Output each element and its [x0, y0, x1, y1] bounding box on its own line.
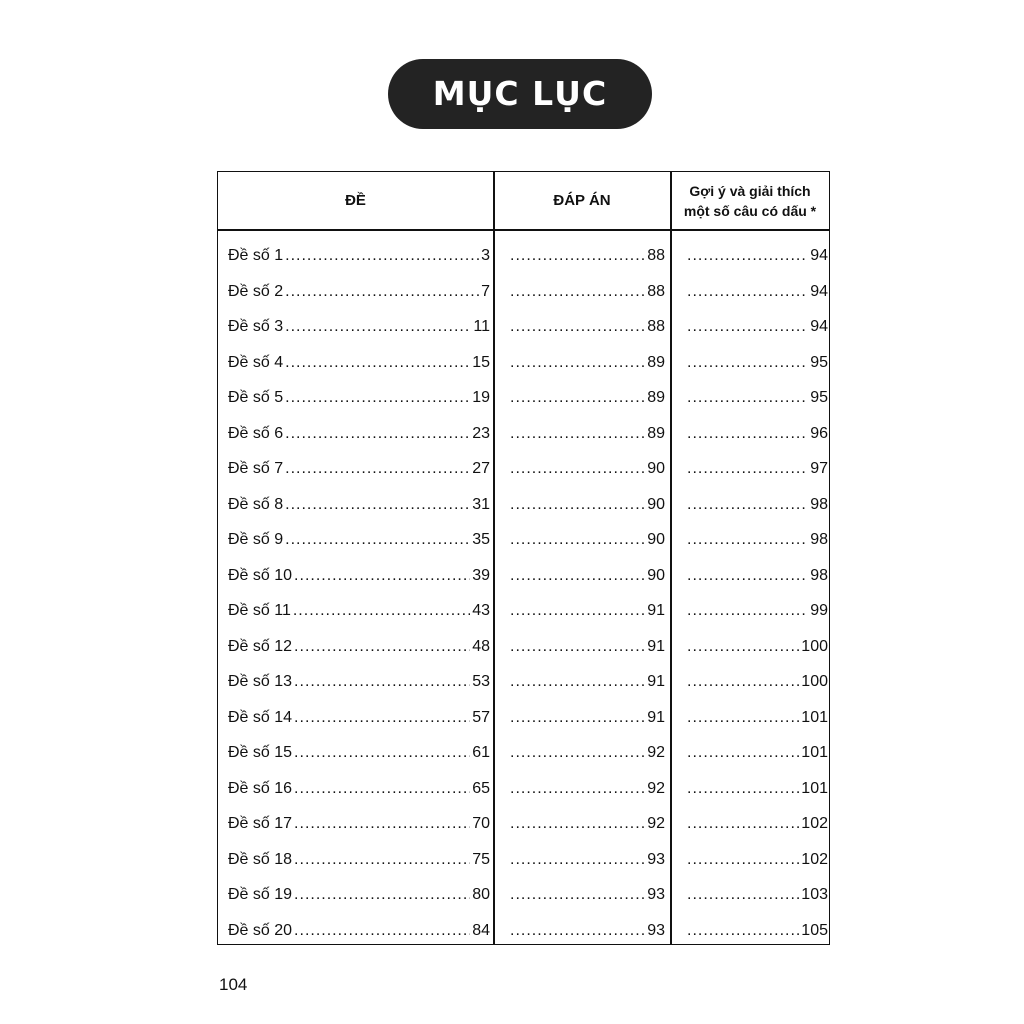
entry-label: Đề số 1	[228, 247, 284, 264]
table-row	[218, 241, 829, 265]
dot-leader	[285, 425, 470, 443]
page-ref: 89	[647, 424, 665, 442]
page-ref: 98	[810, 566, 828, 584]
de-cell	[228, 632, 490, 656]
goi-y-cell	[685, 774, 828, 798]
page-ref: 91	[647, 673, 665, 690]
dot-leader	[294, 886, 470, 904]
dap-an-cell	[508, 348, 665, 372]
table-row	[218, 383, 829, 407]
entry-label: Đề số 4	[228, 353, 284, 371]
page-number: 104	[219, 975, 248, 994]
entry-label: Đề số 13	[228, 673, 293, 690]
dot-leader	[687, 567, 808, 585]
dot-leader	[285, 496, 470, 514]
dot-leader	[294, 709, 470, 727]
header-goi-y-line2: một số câu có dấu *	[683, 202, 817, 219]
table-row	[218, 845, 829, 869]
dot-leader	[293, 602, 470, 620]
goi-y-cell	[685, 667, 828, 691]
dot-leader	[285, 283, 479, 301]
entry-label: Đề số 10	[228, 566, 293, 584]
dot-leader	[687, 318, 808, 336]
header-de-label: ĐỀ	[345, 192, 366, 209]
dap-an-cell	[508, 561, 665, 585]
goi-y-cell	[685, 561, 828, 585]
page-ref: 61	[472, 744, 490, 761]
dot-leader	[510, 318, 645, 336]
dot-leader	[510, 389, 645, 407]
entry-label: Đề số 7	[228, 460, 284, 477]
page-ref: 95	[810, 353, 828, 371]
dap-an-cell	[508, 241, 665, 265]
page-ref: 31	[472, 495, 490, 513]
entry-label: Đề số 12	[228, 637, 293, 655]
dot-leader	[687, 922, 799, 940]
de-cell	[228, 703, 490, 727]
goi-y-cell	[685, 880, 828, 904]
header-divider	[218, 229, 829, 231]
page-ref: 89	[647, 353, 665, 371]
dap-an-cell	[508, 916, 665, 940]
de-cell	[228, 454, 490, 478]
page-ref: 70	[472, 815, 490, 832]
table-row	[218, 454, 829, 478]
dot-leader	[285, 318, 471, 336]
dap-an-cell	[508, 596, 665, 620]
page-ref: 91	[647, 602, 665, 619]
dap-an-cell	[508, 809, 665, 833]
dot-leader	[510, 602, 645, 620]
dot-leader	[285, 247, 479, 265]
page-ref: 105	[801, 921, 828, 939]
de-cell	[228, 561, 490, 585]
dot-leader	[687, 886, 799, 904]
page-ref: 99	[810, 602, 828, 619]
dap-an-cell	[508, 667, 665, 691]
page-ref: 19	[472, 389, 490, 406]
page-ref: 80	[472, 886, 490, 903]
de-cell	[228, 383, 490, 407]
de-cell	[228, 525, 490, 549]
table-row	[218, 277, 829, 301]
dap-an-cell	[508, 312, 665, 336]
dot-leader	[510, 354, 645, 372]
page-ref: 90	[647, 566, 665, 584]
entry-label: Đề số 17	[228, 815, 293, 832]
dot-leader	[510, 531, 645, 549]
dap-an-cell	[508, 525, 665, 549]
page-ref: 93	[647, 850, 665, 868]
table-row	[218, 561, 829, 585]
dot-leader	[510, 780, 645, 798]
entry-label: Đề số 15	[228, 744, 293, 761]
page-ref: 43	[472, 602, 490, 619]
goi-y-cell	[685, 738, 828, 762]
dot-leader	[687, 602, 808, 620]
dot-leader	[510, 709, 645, 727]
page-ref: 100	[801, 637, 828, 655]
header-goi-y	[671, 172, 829, 229]
dot-leader	[510, 247, 645, 265]
dot-leader	[687, 389, 808, 407]
entry-label: Đề số 8	[228, 495, 284, 513]
goi-y-cell	[685, 845, 828, 869]
goi-y-cell	[685, 703, 828, 727]
page-ref: 100	[801, 673, 828, 690]
page-ref: 90	[647, 531, 665, 548]
dap-an-cell	[508, 774, 665, 798]
page-ref: 98	[810, 495, 828, 513]
dot-leader	[510, 460, 645, 478]
dot-leader	[285, 531, 470, 549]
dot-leader	[687, 354, 808, 372]
page-ref: 102	[801, 815, 828, 832]
page-ref: 102	[801, 850, 828, 868]
page-ref: 103	[801, 886, 828, 903]
de-cell	[228, 774, 490, 798]
dap-an-cell	[508, 703, 665, 727]
dot-leader	[510, 673, 645, 691]
page-ref: 48	[472, 637, 490, 655]
page-ref: 93	[647, 886, 665, 903]
page-ref: 3	[481, 247, 490, 264]
dot-leader	[687, 283, 808, 301]
toc-table	[217, 171, 830, 945]
dot-leader	[294, 567, 470, 585]
entry-label: Đề số 16	[228, 779, 293, 797]
dot-leader	[510, 425, 645, 443]
dot-leader	[687, 780, 799, 798]
de-cell	[228, 667, 490, 691]
goi-y-cell	[685, 348, 828, 372]
de-cell	[228, 241, 490, 265]
dot-leader	[285, 389, 470, 407]
table-row	[218, 596, 829, 620]
page-ref: 35	[472, 531, 490, 548]
de-cell	[228, 809, 490, 833]
table-row	[218, 809, 829, 833]
goi-y-cell	[685, 312, 828, 336]
page-ref: 101	[801, 708, 828, 726]
dot-leader	[510, 922, 645, 940]
de-cell	[228, 738, 490, 762]
page-ref: 91	[647, 708, 665, 726]
dot-leader	[294, 673, 470, 691]
dot-leader	[687, 247, 808, 265]
page-ref: 88	[647, 318, 665, 335]
page-ref: 98	[810, 531, 828, 548]
table-row	[218, 703, 829, 727]
dot-leader	[510, 815, 645, 833]
goi-y-cell	[685, 525, 828, 549]
dot-leader	[294, 744, 470, 762]
page-ref: 90	[647, 460, 665, 477]
dap-an-cell	[508, 419, 665, 443]
dot-leader	[687, 531, 808, 549]
page-ref: 93	[647, 921, 665, 939]
dot-leader	[510, 744, 645, 762]
entry-label: Đề số 20	[228, 921, 293, 939]
dot-leader	[510, 851, 645, 869]
entry-label: Đề số 19	[228, 886, 293, 903]
dap-an-cell	[508, 738, 665, 762]
goi-y-cell	[685, 809, 828, 833]
dap-an-cell	[508, 845, 665, 869]
title-banner	[388, 59, 652, 129]
page-ref: 39	[472, 566, 490, 584]
page-ref: 53	[472, 673, 490, 690]
page-ref: 88	[647, 247, 665, 264]
table-row	[218, 312, 829, 336]
dot-leader	[285, 460, 470, 478]
de-cell	[228, 490, 490, 514]
dot-leader	[687, 673, 799, 691]
entry-label: Đề số 9	[228, 531, 284, 548]
page-ref: 92	[647, 815, 665, 832]
dot-leader	[294, 780, 470, 798]
entry-label: Đề số 2	[228, 282, 284, 300]
goi-y-cell	[685, 383, 828, 407]
dot-leader	[510, 283, 645, 301]
page-ref: 101	[801, 744, 828, 761]
page-ref: 57	[472, 708, 490, 726]
dap-an-cell	[508, 383, 665, 407]
table-row	[218, 632, 829, 656]
page-ref: 94	[810, 282, 828, 300]
page-title: MỤC LỤC	[432, 73, 608, 113]
de-cell	[228, 916, 490, 940]
entry-label: Đề số 14	[228, 708, 293, 726]
page-ref: 7	[481, 282, 490, 300]
page-ref: 89	[647, 389, 665, 406]
de-cell	[228, 845, 490, 869]
dap-an-cell	[508, 490, 665, 514]
de-cell	[228, 277, 490, 301]
table-row	[218, 667, 829, 691]
table-row	[218, 525, 829, 549]
table-row	[218, 490, 829, 514]
table-row	[218, 419, 829, 443]
dot-leader	[285, 354, 470, 372]
header-goi-y-line1: Gợi ý và giải thích	[689, 182, 811, 199]
entry-label: Đề số 11	[228, 602, 291, 619]
goi-y-cell	[685, 277, 828, 301]
dap-an-cell	[508, 454, 665, 478]
page-ref: 90	[647, 495, 665, 513]
dot-leader	[687, 815, 799, 833]
dot-leader	[294, 815, 470, 833]
header-de	[218, 172, 493, 229]
de-cell	[228, 880, 490, 904]
dot-leader	[510, 496, 645, 514]
dot-leader	[687, 496, 808, 514]
dot-leader	[510, 638, 645, 656]
header-dap-an-label: ĐÁP ÁN	[553, 192, 611, 209]
dot-leader	[510, 886, 645, 904]
dot-leader	[687, 638, 799, 656]
dot-leader	[510, 567, 645, 585]
dot-leader	[687, 425, 808, 443]
goi-y-cell	[685, 241, 828, 265]
dot-leader	[687, 460, 808, 478]
page-ref: 91	[647, 637, 665, 655]
dot-leader	[687, 744, 799, 762]
page-ref: 84	[472, 921, 490, 939]
page-ref: 101	[801, 779, 828, 797]
table-row	[218, 774, 829, 798]
de-cell	[228, 596, 490, 620]
dot-leader	[294, 638, 470, 656]
page-ref: 95	[810, 389, 828, 406]
table-row	[218, 916, 829, 940]
dap-an-cell	[508, 277, 665, 301]
goi-y-cell	[685, 419, 828, 443]
entry-label: Đề số 6	[228, 424, 284, 442]
entry-label: Đề số 3	[228, 318, 284, 335]
entry-label: Đề số 18	[228, 850, 293, 868]
page-ref: 27	[472, 460, 490, 477]
page-ref: 11	[473, 318, 490, 335]
page-ref: 92	[647, 744, 665, 761]
dap-an-cell	[508, 880, 665, 904]
entry-label: Đề số 5	[228, 389, 284, 406]
goi-y-cell	[685, 916, 828, 940]
page-ref: 15	[472, 353, 490, 371]
page-ref: 65	[472, 779, 490, 797]
de-cell	[228, 312, 490, 336]
goi-y-cell	[685, 596, 828, 620]
header-dap-an	[494, 172, 670, 229]
goi-y-cell	[685, 632, 828, 656]
page-ref: 75	[472, 850, 490, 868]
dot-leader	[687, 851, 799, 869]
page-ref: 97	[810, 460, 828, 477]
page-ref: 94	[810, 247, 828, 264]
page-ref: 23	[472, 424, 490, 442]
page-ref: 94	[810, 318, 828, 335]
dot-leader	[294, 851, 470, 869]
page-ref: 88	[647, 282, 665, 300]
dot-leader	[687, 709, 799, 727]
page-ref: 92	[647, 779, 665, 797]
dap-an-cell	[508, 632, 665, 656]
de-cell	[228, 348, 490, 372]
table-row	[218, 348, 829, 372]
table-row	[218, 738, 829, 762]
dot-leader	[294, 922, 470, 940]
goi-y-cell	[685, 454, 828, 478]
goi-y-cell	[685, 490, 828, 514]
de-cell	[228, 419, 490, 443]
page-ref: 96	[810, 424, 828, 442]
table-row	[218, 880, 829, 904]
